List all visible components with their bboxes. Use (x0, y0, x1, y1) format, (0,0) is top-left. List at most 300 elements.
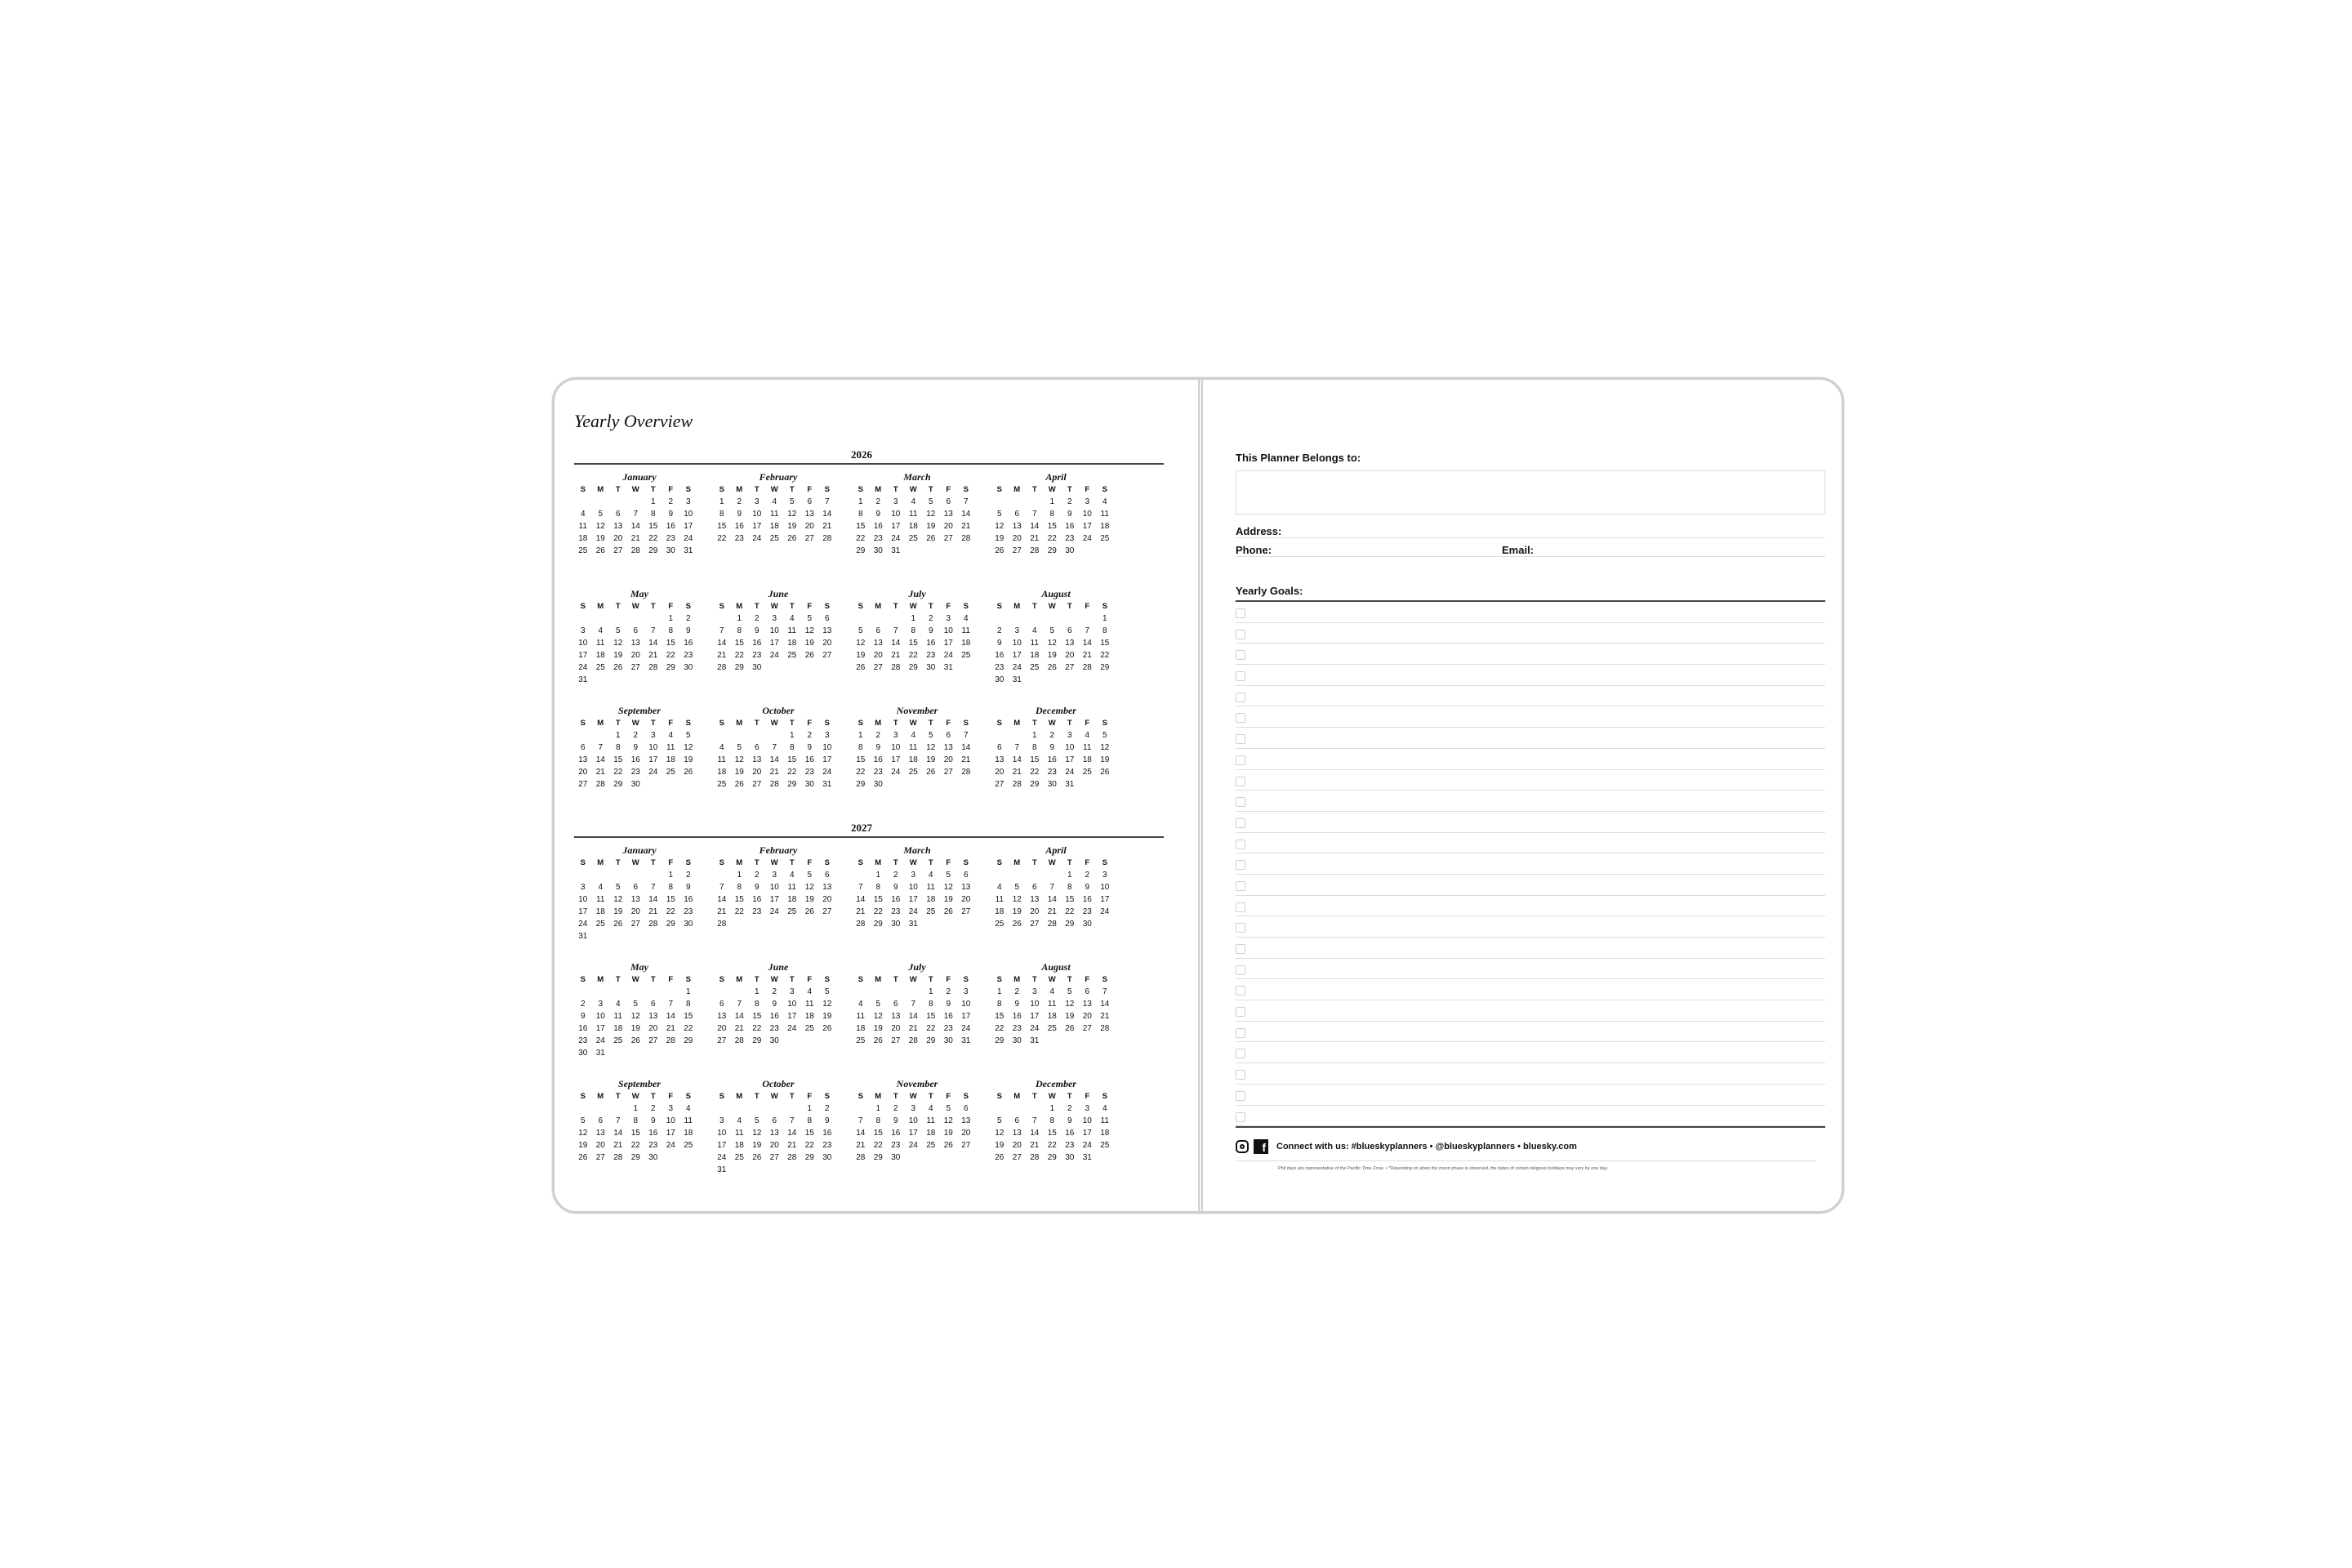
goal-checkbox[interactable] (1236, 1091, 1245, 1101)
day-number: 11 (770, 510, 779, 519)
weekday-label: T (1067, 719, 1072, 728)
goal-checkbox[interactable] (1236, 860, 1245, 870)
day-number: 14 (666, 1012, 675, 1021)
day-number: 13 (578, 755, 588, 764)
day-number: 25 (908, 534, 918, 543)
day-number: 13 (648, 1012, 658, 1021)
goal-row[interactable] (1236, 728, 1825, 749)
day-number: 10 (908, 883, 918, 892)
day-number: 22 (787, 768, 797, 777)
goal-checkbox[interactable] (1236, 734, 1245, 744)
day-number: 20 (595, 1141, 605, 1150)
day-number: 24 (648, 768, 658, 777)
day-number: 22 (717, 534, 727, 543)
goal-checkbox[interactable] (1236, 1007, 1245, 1017)
goal-row[interactable] (1236, 623, 1825, 644)
yearly-calendars (574, 448, 1170, 1195)
weekday-label: S (580, 1092, 586, 1101)
day-number: 14 (734, 1012, 744, 1021)
day-number: 28 (908, 1036, 918, 1045)
goal-checkbox[interactable] (1236, 818, 1245, 828)
day-number: 4 (1085, 731, 1090, 740)
day-number: 8 (737, 883, 742, 892)
planner-spine (1198, 380, 1203, 1211)
day-number: 17 (1082, 1129, 1092, 1138)
day-number: 5 (633, 1000, 639, 1009)
day-number: 28 (595, 780, 605, 789)
day-number: 8 (858, 510, 863, 519)
goal-row[interactable] (1236, 979, 1825, 1000)
day-number: 2 (946, 987, 951, 996)
weekday-label: S (685, 719, 691, 728)
day-number: 6 (963, 871, 969, 880)
month-calendar (852, 471, 982, 588)
day-number: 28 (961, 768, 971, 777)
day-number: 30 (684, 663, 693, 672)
day-number: 15 (717, 522, 727, 531)
day-number: 2 (1049, 731, 1055, 740)
day-number: 29 (873, 920, 883, 929)
goal-row[interactable] (1236, 1063, 1825, 1085)
day-number: 21 (1100, 1012, 1110, 1021)
day-number: 27 (943, 534, 953, 543)
weekday-label: W (909, 485, 917, 494)
day-number: 21 (1030, 1141, 1040, 1150)
goal-checkbox[interactable] (1236, 1070, 1245, 1080)
day-number: 9 (668, 510, 674, 519)
months-grid (574, 844, 1170, 1195)
goal-row[interactable] (1236, 602, 1825, 623)
day-number: 9 (772, 1000, 777, 1009)
month-name: June (768, 961, 789, 973)
month-calendar (991, 588, 1121, 705)
day-number: 12 (822, 1000, 832, 1009)
weekday-label: T (893, 858, 898, 867)
day-number: 23 (873, 768, 883, 777)
weekday-label: W (770, 719, 778, 728)
goal-checkbox[interactable] (1236, 1028, 1245, 1038)
month-calendar (713, 844, 844, 961)
day-number: 1 (615, 731, 621, 740)
day-number: 20 (717, 1024, 727, 1033)
day-number: 22 (856, 534, 866, 543)
weekday-label: S (963, 602, 969, 611)
day-number: 1 (996, 987, 1002, 996)
day-number: 27 (630, 663, 640, 672)
day-number: 15 (666, 895, 675, 904)
month-name: July (908, 588, 926, 599)
day-number: 25 (1047, 1024, 1057, 1033)
weekday-label: W (770, 1092, 778, 1101)
day-number: 11 (961, 626, 970, 635)
empty-cell (731, 1102, 749, 1115)
day-number: 30 (873, 546, 883, 555)
empty-cell (991, 729, 1009, 742)
day-number: 30 (1065, 546, 1075, 555)
day-number: 23 (752, 907, 762, 916)
goal-checkbox[interactable] (1236, 986, 1245, 996)
day-number: 12 (856, 639, 866, 648)
day-number: 11 (666, 743, 675, 752)
day-number: 9 (685, 883, 691, 892)
day-number: 30 (891, 920, 901, 929)
goal-row[interactable] (1236, 749, 1825, 770)
day-number: 4 (858, 1000, 863, 1009)
goal-checkbox[interactable] (1236, 965, 1245, 975)
goal-row[interactable] (1236, 959, 1825, 980)
day-number: 16 (1065, 1129, 1075, 1138)
weekday-label: F (946, 719, 951, 728)
day-number: 3 (719, 1116, 724, 1125)
day-number: 24 (1065, 768, 1075, 777)
day-number: 7 (668, 1000, 674, 1009)
goal-checkbox[interactable] (1236, 923, 1245, 933)
day-number: 20 (1030, 907, 1040, 916)
month-calendar (852, 961, 982, 1078)
day-number: 3 (824, 731, 830, 740)
day-number: 23 (943, 1024, 953, 1033)
day-number: 25 (1100, 1141, 1110, 1150)
day-number: 20 (1065, 651, 1075, 660)
weekday-label: M (736, 485, 743, 494)
weekday-label: F (668, 1092, 674, 1101)
day-number: 8 (1049, 1116, 1055, 1125)
day-number: 16 (943, 1012, 953, 1021)
weekday-label: W (909, 975, 917, 984)
weekday-label: T (789, 602, 795, 611)
day-number: 4 (789, 614, 795, 623)
goal-row[interactable] (1236, 686, 1825, 707)
day-number: 16 (1012, 1012, 1022, 1021)
empty-cell (609, 612, 627, 625)
weekday-label: M (1013, 602, 1021, 611)
weekday-label: T (789, 1092, 795, 1101)
goal-checkbox[interactable] (1236, 693, 1245, 702)
day-number: 17 (1030, 1012, 1040, 1021)
goal-row[interactable] (1236, 791, 1825, 812)
empty-cell (627, 612, 645, 625)
day-number: 17 (1100, 895, 1110, 904)
weekday-label: F (1085, 858, 1090, 867)
day-number: 3 (580, 883, 586, 892)
day-number: 25 (578, 546, 588, 555)
belongs-label: This Planner Belongs to: (1236, 452, 1361, 464)
day-number: 22 (613, 768, 623, 777)
empty-cell (887, 612, 905, 625)
empty-cell (609, 496, 627, 508)
goal-row[interactable] (1236, 1085, 1825, 1106)
goal-checkbox[interactable] (1236, 630, 1245, 639)
day-number: 6 (1085, 987, 1090, 996)
day-number: 8 (650, 510, 656, 519)
month-name: May (630, 588, 648, 599)
day-number: 29 (908, 663, 918, 672)
weekday-label: T (1031, 975, 1037, 984)
day-number: 25 (787, 651, 797, 660)
weekday-label: T (928, 858, 933, 867)
weekday-label: S (996, 719, 1002, 728)
weekday-label: W (1048, 858, 1056, 867)
day-number: 4 (598, 626, 604, 635)
empty-cell (574, 612, 592, 625)
goal-row[interactable] (1236, 853, 1825, 875)
day-number: 2 (893, 1104, 898, 1113)
goal-row[interactable] (1236, 706, 1825, 728)
day-number: 19 (943, 1129, 953, 1138)
day-number: 19 (804, 895, 814, 904)
day-number: 9 (1049, 743, 1055, 752)
address-field[interactable] (1236, 519, 1825, 538)
goal-checkbox[interactable] (1236, 902, 1245, 912)
day-number: 9 (650, 1116, 656, 1125)
goal-row[interactable] (1236, 770, 1825, 791)
day-number: 17 (961, 1012, 971, 1021)
day-number: 16 (648, 1129, 658, 1138)
day-number: 2 (807, 731, 813, 740)
day-number: 30 (1012, 1036, 1022, 1045)
day-number: 5 (858, 626, 863, 635)
day-number: 28 (717, 663, 727, 672)
day-number: 18 (995, 907, 1004, 916)
goal-checkbox[interactable] (1236, 797, 1245, 807)
day-number: 12 (1047, 639, 1057, 648)
day-number: 30 (804, 780, 814, 789)
goal-row[interactable] (1236, 644, 1825, 665)
day-number: 19 (856, 651, 866, 660)
day-number: 12 (995, 1129, 1004, 1138)
day-number: 16 (666, 522, 675, 531)
day-number: 13 (1030, 895, 1040, 904)
day-number: 3 (1067, 731, 1072, 740)
day-number: 2 (580, 1000, 586, 1009)
address-label: Address: (1236, 525, 1282, 537)
empty-cell (644, 612, 662, 625)
day-number: 15 (630, 1129, 640, 1138)
day-number: 19 (804, 639, 814, 648)
day-number: 26 (995, 546, 1004, 555)
empty-cell (627, 496, 645, 508)
day-number: 10 (822, 743, 832, 752)
day-number: 14 (717, 639, 727, 648)
weekday-label: T (1031, 719, 1037, 728)
day-number: 24 (891, 534, 901, 543)
day-number: 6 (824, 871, 830, 880)
day-number: 1 (789, 731, 795, 740)
goal-checkbox[interactable] (1236, 1049, 1245, 1058)
day-number: 5 (996, 1116, 1002, 1125)
day-number: 6 (807, 497, 813, 506)
day-number: 4 (1102, 497, 1107, 506)
day-number: 18 (1100, 522, 1110, 531)
year-label: 2026 (851, 448, 872, 461)
day-number: 2 (754, 871, 760, 880)
day-number: 27 (613, 546, 623, 555)
day-number: 29 (856, 546, 866, 555)
weekday-label: S (719, 1092, 724, 1101)
goal-row[interactable] (1236, 1000, 1825, 1022)
day-number: 20 (769, 1141, 779, 1150)
goal-checkbox[interactable] (1236, 713, 1245, 723)
day-number: 2 (893, 871, 898, 880)
day-number: 19 (1047, 651, 1057, 660)
goal-checkbox[interactable] (1236, 755, 1245, 765)
day-number: 25 (1082, 768, 1092, 777)
weekday-label: F (807, 485, 813, 494)
goal-checkbox[interactable] (1236, 1112, 1245, 1122)
day-number: 19 (995, 534, 1004, 543)
day-number: 24 (961, 1024, 971, 1033)
day-number: 11 (684, 1116, 693, 1125)
weekday-label: S (719, 485, 724, 494)
goal-row[interactable] (1236, 1042, 1825, 1063)
weekday-label: W (909, 1092, 917, 1101)
day-number: 27 (1012, 1153, 1022, 1162)
day-number: 15 (873, 895, 883, 904)
day-number: 6 (650, 1000, 656, 1009)
day-number: 16 (684, 639, 693, 648)
day-number: 13 (804, 510, 814, 519)
day-number: 17 (1012, 651, 1022, 660)
day-number: 8 (928, 1000, 933, 1009)
goal-checkbox[interactable] (1236, 777, 1245, 786)
day-number: 12 (943, 1116, 953, 1125)
goal-row[interactable] (1236, 875, 1825, 896)
year-rule (574, 463, 1164, 465)
day-number: 11 (596, 895, 605, 904)
day-number: 14 (1012, 755, 1022, 764)
day-number: 13 (717, 1012, 727, 1021)
goal-row[interactable] (1236, 812, 1825, 833)
empty-cell (713, 986, 731, 998)
goal-row[interactable] (1236, 938, 1825, 959)
empty-cell (991, 869, 1009, 881)
day-number: 21 (961, 522, 971, 531)
day-number: 1 (1049, 1104, 1055, 1113)
day-grid (713, 717, 844, 791)
day-number: 20 (943, 522, 953, 531)
day-number: 8 (1067, 883, 1072, 892)
goal-row[interactable] (1236, 833, 1825, 854)
day-number: 27 (961, 907, 971, 916)
day-number: 27 (1082, 1024, 1092, 1033)
month-name: August (1041, 588, 1071, 599)
day-number: 23 (1012, 1024, 1022, 1033)
day-number: 5 (789, 497, 795, 506)
day-number: 24 (943, 651, 953, 660)
empty-cell (731, 729, 749, 742)
goal-checkbox[interactable] (1236, 944, 1245, 954)
day-number: 4 (772, 497, 777, 506)
goal-checkbox[interactable] (1236, 840, 1245, 849)
month-name: September (618, 705, 661, 716)
day-number: 30 (1082, 920, 1092, 929)
day-number: 22 (908, 651, 918, 660)
day-number: 23 (630, 768, 640, 777)
day-number: 26 (1100, 768, 1110, 777)
day-number: 24 (822, 768, 832, 777)
day-number: 18 (926, 895, 936, 904)
weekday-label: S (685, 858, 691, 867)
goal-checkbox[interactable] (1236, 608, 1245, 618)
day-number: 24 (752, 534, 762, 543)
goal-checkbox[interactable] (1236, 881, 1245, 891)
day-number: 1 (719, 497, 724, 506)
weekday-label: S (1102, 485, 1107, 494)
day-number: 27 (1065, 663, 1075, 672)
left-page (574, 401, 1170, 1195)
day-number: 15 (908, 639, 918, 648)
day-number: 5 (824, 987, 830, 996)
day-number: 2 (875, 731, 881, 740)
owner-name-field[interactable] (1236, 470, 1825, 514)
day-number: 12 (873, 1012, 883, 1021)
day-number: 9 (893, 1116, 898, 1125)
day-number: 22 (684, 1024, 693, 1033)
day-number: 20 (648, 1024, 658, 1033)
goal-checkbox[interactable] (1236, 671, 1245, 681)
day-number: 2 (685, 871, 691, 880)
day-number: 6 (772, 1116, 777, 1125)
day-number: 21 (734, 1024, 744, 1033)
weekday-label: T (754, 602, 760, 611)
day-number: 7 (650, 626, 656, 635)
day-number: 19 (873, 1024, 883, 1033)
day-number: 21 (822, 522, 832, 531)
day-number: 17 (1065, 755, 1075, 764)
day-number: 2 (996, 626, 1002, 635)
month-calendar (852, 705, 982, 822)
day-number: 29 (804, 1153, 814, 1162)
day-number: 13 (769, 1129, 779, 1138)
day-number: 22 (1065, 907, 1075, 916)
day-number: 22 (666, 651, 675, 660)
empty-cell (748, 1102, 766, 1115)
goal-row[interactable] (1236, 665, 1825, 686)
day-number: 3 (668, 1104, 674, 1113)
goal-row[interactable] (1236, 916, 1825, 938)
weekday-label: S (1102, 602, 1107, 611)
weekday-label: M (736, 1092, 743, 1101)
day-number: 14 (1030, 522, 1040, 531)
goal-row[interactable] (1236, 1106, 1825, 1127)
weekday-label: T (650, 1092, 656, 1101)
weekday-label: S (858, 858, 863, 867)
empty-cell (574, 986, 592, 998)
empty-cell (870, 986, 888, 998)
day-number: 11 (995, 895, 1004, 904)
weekday-label: S (580, 719, 586, 728)
day-grid (713, 857, 844, 930)
weekday-label: S (963, 485, 969, 494)
weekday-label: F (668, 602, 674, 611)
day-number: 23 (1047, 768, 1057, 777)
day-number: 3 (789, 987, 795, 996)
day-number: 23 (769, 1024, 779, 1033)
day-number: 15 (752, 1012, 762, 1021)
day-number: 17 (908, 895, 918, 904)
weekday-label: T (928, 975, 933, 984)
goal-checkbox[interactable] (1236, 650, 1245, 660)
goal-row[interactable] (1236, 896, 1825, 917)
day-number: 29 (666, 663, 675, 672)
weekday-label: F (946, 858, 951, 867)
day-number: 27 (891, 1036, 901, 1045)
day-number: 4 (928, 871, 933, 880)
day-number: 6 (615, 510, 621, 519)
day-number: 16 (1082, 895, 1092, 904)
day-number: 28 (648, 920, 658, 929)
goal-row[interactable] (1236, 1022, 1825, 1043)
